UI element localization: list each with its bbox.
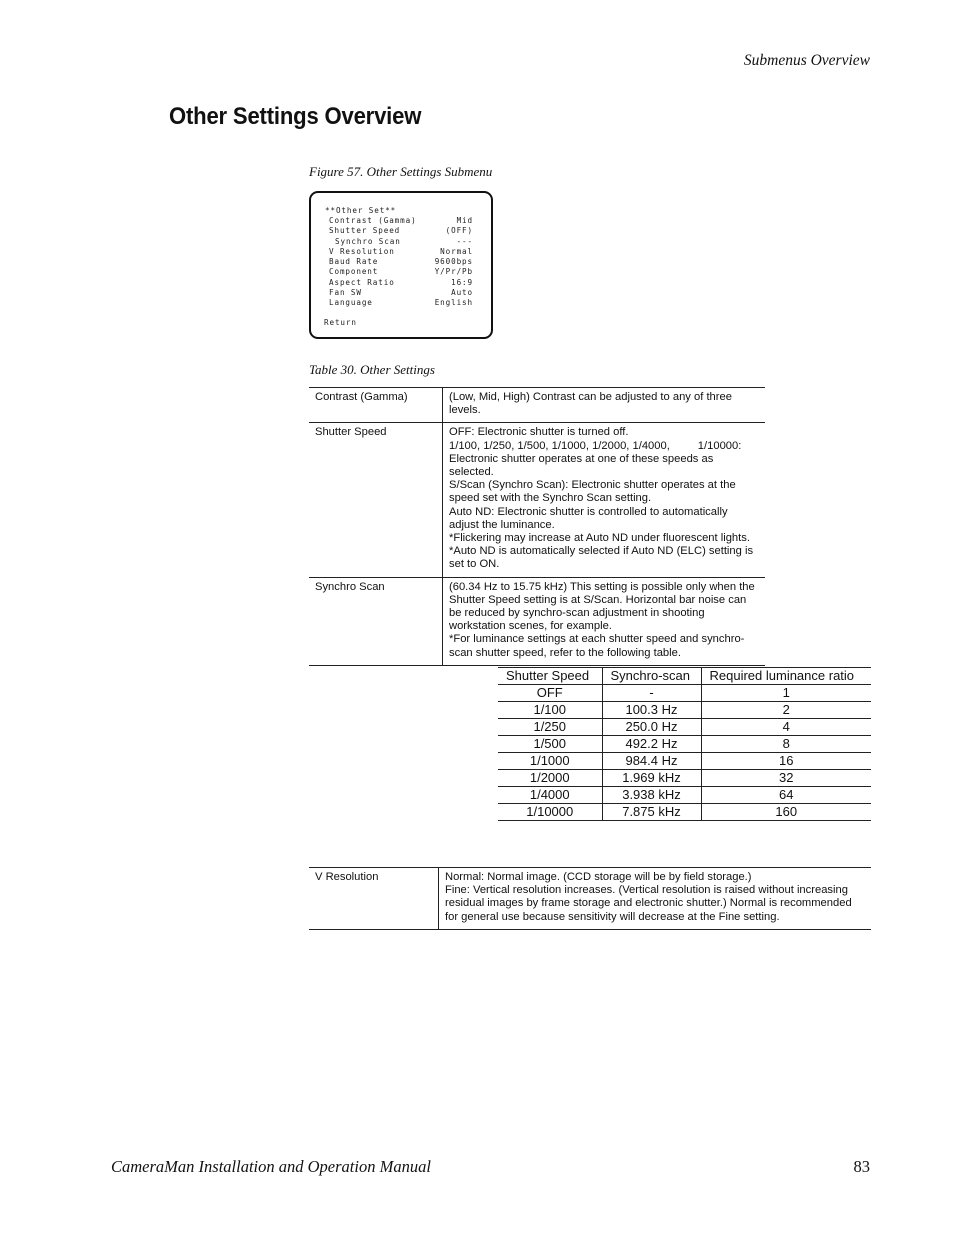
description-line: S/Scan (Synchro Scan): Electronic shutter operates at the speed set with the Synchro Scan setting. xyxy=(449,479,736,505)
menu-item-label: Baud Rate xyxy=(329,257,379,267)
table-row xyxy=(498,685,871,702)
setting-description xyxy=(443,577,766,665)
table-cell: 1.969 kHz xyxy=(602,770,701,787)
table-cell: 984.4 Hz xyxy=(602,753,701,770)
table-row xyxy=(498,770,871,787)
description-line: Fine: Vertical resolution increases. (Vertical resolution is raised without increasing residual images by frame storage and electronic shutter.) Normal is recommended for general use because sensitivity will decrease at the Fine setting. xyxy=(445,884,852,923)
other-settings-table xyxy=(309,387,765,666)
table-cell: 100.3 Hz xyxy=(602,702,701,719)
table-cell: 4 xyxy=(701,719,871,736)
description-line: OFF: Electronic shutter is turned off. xyxy=(449,426,629,439)
table-cell: 1/100 xyxy=(498,702,602,719)
table-cell: 16 xyxy=(701,753,871,770)
menu-item-value: Auto xyxy=(451,288,473,298)
menu-item-value: Y/Pr/Pb xyxy=(434,267,473,277)
table-row xyxy=(309,423,765,577)
menu-item-label: Component xyxy=(329,267,379,277)
menu-item-value: Normal xyxy=(440,246,473,256)
menu-item xyxy=(329,278,473,288)
description-line: (60.34 Hz to 15.75 kHz) This setting is possible only when the Shutter Speed setting is at S/Scan. Horizontal bar noise can be reduced by synchro-scan adjustment in shooting workstation scenes, for example. xyxy=(449,580,755,633)
setting-description xyxy=(439,868,872,930)
table-cell: 2 xyxy=(701,702,871,719)
table-row xyxy=(498,787,871,804)
table-caption: Table 30. Other Settings xyxy=(309,362,435,377)
table-row xyxy=(498,804,871,821)
luminance-table xyxy=(498,667,871,821)
description-line: (Low, Mid, High) Contrast can be adjusted to any of three levels. xyxy=(449,391,732,417)
luminance-header-row xyxy=(498,668,871,685)
running-header: Submenus Overview xyxy=(743,52,870,69)
menu-item-value: Mid xyxy=(456,216,473,225)
v-resolution-table xyxy=(309,867,871,930)
setting-name: V Resolution xyxy=(309,868,439,930)
menu-item-value: 9600bps xyxy=(434,257,473,267)
page-number: 83 xyxy=(853,1157,870,1176)
table-cell: 1/4000 xyxy=(498,787,602,804)
menu-item xyxy=(329,267,473,277)
description-line: Auto ND: Electronic shutter is controlled to automatically adjust the luminance. xyxy=(449,505,728,531)
description-line: *Flickering may increase at Auto ND under fluorescent lights. xyxy=(449,532,750,545)
table-row xyxy=(309,868,871,930)
table-row xyxy=(498,719,871,736)
menu-item-label: Shutter Speed xyxy=(329,226,401,236)
table-cell: 32 xyxy=(701,770,871,787)
menu-return: Return xyxy=(324,318,357,327)
menu-item-label: Contrast (Gamma) xyxy=(329,216,417,225)
table-cell: 64 xyxy=(701,787,871,804)
menu-item xyxy=(329,298,473,308)
setting-description xyxy=(443,388,766,423)
menu-item-value: English xyxy=(434,298,473,308)
table-cell: 1/500 xyxy=(498,736,602,753)
menu-title: **Other Set** xyxy=(325,206,397,215)
setting-name: Synchro Scan xyxy=(309,577,443,665)
table-cell: 7.875 kHz xyxy=(602,804,701,821)
menu-item xyxy=(329,247,473,257)
menu-item xyxy=(329,257,473,267)
menu-item xyxy=(329,216,473,226)
table-cell: 1 xyxy=(701,685,871,702)
description-line: Normal: Normal image. (CCD storage will be by field storage.) xyxy=(445,871,752,883)
table-row xyxy=(498,736,871,753)
menu-item-label: Fan SW xyxy=(329,288,362,298)
page-title: Other Settings Overview xyxy=(169,103,422,130)
menu-item-label: Aspect Ratio xyxy=(329,277,395,287)
menu-item-value: --- xyxy=(456,236,473,246)
table-cell: 1/250 xyxy=(498,719,602,736)
other-settings-menu-screen xyxy=(309,191,493,339)
footer-manual-title: CameraMan Installation and Operation Manual xyxy=(111,1157,431,1176)
table-row xyxy=(309,577,765,665)
table-row xyxy=(498,702,871,719)
table-cell: 160 xyxy=(701,804,871,821)
setting-description xyxy=(443,423,766,577)
table-cell: 1/1000 xyxy=(498,753,602,770)
column-header: Shutter Speed xyxy=(498,668,602,685)
menu-item-value: (OFF) xyxy=(445,226,473,236)
table-cell: 1/2000 xyxy=(498,770,602,787)
menu-items xyxy=(329,216,473,309)
menu-item-label: Language xyxy=(329,298,373,308)
table-cell: 8 xyxy=(701,736,871,753)
menu-item-label: Synchro Scan xyxy=(335,236,401,246)
table-cell: 492.2 Hz xyxy=(602,736,701,753)
table-cell: OFF xyxy=(498,685,602,702)
description-line: 1/100, 1/250, 1/500, 1/1000, 1/2000, 1/4000, 1/10000: Electronic shutter operates at one of these speeds as selected. xyxy=(449,439,745,479)
menu-item xyxy=(329,288,473,298)
figure-caption: Figure 57. Other Settings Submenu xyxy=(309,164,493,179)
column-header: Required luminance ratio xyxy=(701,668,871,685)
table-cell: 3.938 kHz xyxy=(602,787,701,804)
table-cell: 250.0 Hz xyxy=(602,719,701,736)
setting-name: Shutter Speed xyxy=(309,423,443,577)
menu-item-label: V Resolution xyxy=(329,246,395,256)
table-cell: 1/10000 xyxy=(498,804,602,821)
table-cell: - xyxy=(602,685,701,702)
menu-item xyxy=(329,226,473,236)
menu-item xyxy=(329,237,473,247)
menu-item-value: 16:9 xyxy=(451,277,473,287)
column-header: Synchro-scan xyxy=(602,668,701,685)
table-row xyxy=(498,753,871,770)
description-line: *For luminance settings at each shutter speed and synchro-scan shutter speed, refer to the following table. xyxy=(449,633,745,659)
table-row xyxy=(309,388,765,423)
setting-name: Contrast (Gamma) xyxy=(309,388,443,423)
description-line: *Auto ND is automatically selected if Auto ND (ELC) setting is set to ON. xyxy=(449,545,754,571)
